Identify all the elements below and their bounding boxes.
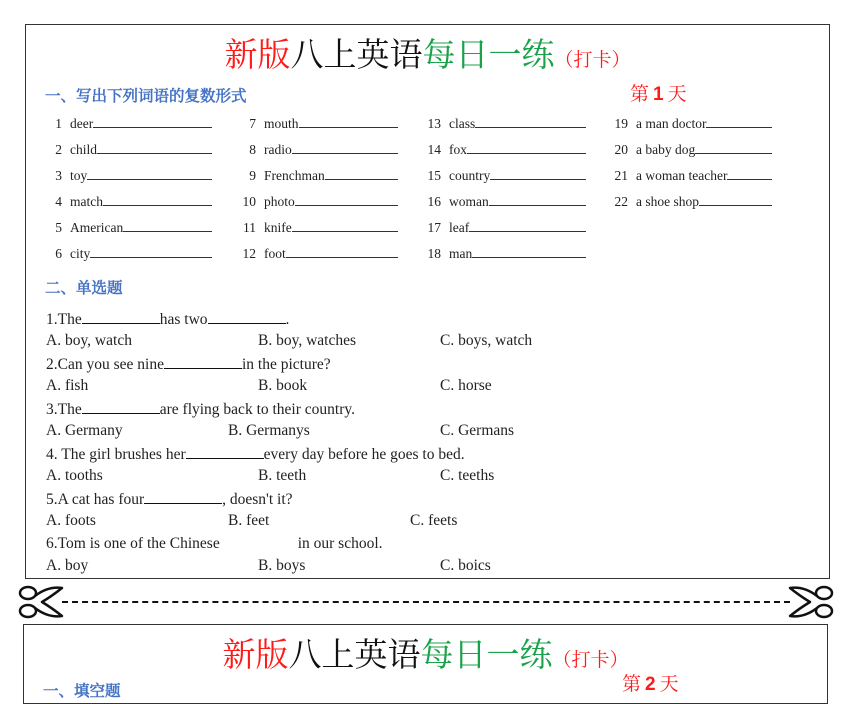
title-part-daily: 每日一练 [420,635,553,674]
stem-text: has two [159,311,208,328]
item-number: 17 [427,220,441,235]
item-number: 1 [55,116,62,131]
option-b[interactable]: B. feet [228,512,270,529]
item-word: deer [70,116,94,131]
answer-blank[interactable] [90,246,212,258]
section-heading-plurals: 一、写出下列词语的复数形式 [45,87,247,105]
stem-text: every day before he goes to bed. [263,446,465,463]
option-b[interactable]: B. Germanys [228,422,310,439]
vocab-item [50,116,212,132]
item-word: class [449,116,476,131]
section-heading-single-choice: 二、单选题 [45,279,123,297]
answer-blank[interactable] [93,116,212,128]
stem-text: 2.Can you see nine [46,356,164,373]
vocab-item [234,194,398,210]
day-prefix: 第 [630,83,650,105]
option-a[interactable]: A. foots [46,512,96,529]
item-word: photo [264,194,295,209]
item-word: match [70,194,103,209]
option-c[interactable]: C. horse [440,377,492,394]
item-word: a man doctor [636,116,707,131]
title-part-grade: 八上英语 [290,35,423,74]
vocab-item [50,194,212,210]
answer-blank[interactable] [186,445,264,459]
card-title [26,29,829,76]
option-c[interactable]: C. boys, watch [440,332,533,349]
option-b[interactable]: B. book [258,377,308,394]
item-word: a shoe shop [636,194,699,209]
item-word: American [70,220,124,235]
vocab-item [50,142,212,158]
vocab-item [419,220,586,236]
answer-blank[interactable] [87,168,212,180]
option-a[interactable]: A. Germany [46,422,123,439]
answer-blank[interactable] [82,400,160,414]
item-number: 14 [427,142,441,157]
vocab-item [234,246,398,262]
item-word: a woman teacher [636,168,728,183]
vocab-item [419,168,586,184]
vocab-item [419,246,586,262]
item-word: woman [449,194,489,209]
item-number: 21 [614,168,628,183]
question-stem [46,445,465,464]
item-word: a baby dog [636,142,696,157]
option-a[interactable]: A. boy [46,557,89,574]
item-word: mouth [264,116,299,131]
stem-text: in the picture? [241,356,331,373]
answer-blank[interactable] [164,355,242,369]
item-number: 13 [427,116,441,131]
item-number: 16 [427,194,441,209]
day-label [630,79,687,106]
option-c[interactable]: C. teeths [440,467,495,484]
vocab-item [234,168,398,184]
title-part-new-edition: 新版 [224,35,291,74]
card-title [24,629,827,676]
question-stem [46,400,355,419]
item-number: 7 [249,116,256,131]
item-number: 11 [243,220,256,235]
answer-blank[interactable] [472,246,586,258]
day-prefix: 第 [622,673,642,695]
day-label [622,669,679,696]
item-number: 8 [249,142,256,157]
item-word: man [449,246,473,261]
daily-practice-card-day-2 [23,624,828,704]
scissors-icon-right [788,582,834,622]
item-word: toy [70,168,88,183]
answer-blank[interactable] [97,142,212,154]
answer-blank[interactable] [706,116,772,128]
vocab-item [419,142,586,158]
vocab-item [234,142,398,158]
answer-blank[interactable] [695,142,772,154]
answer-blank[interactable] [82,310,160,324]
item-word: fox [449,142,467,157]
option-b[interactable]: B. boys [258,557,306,574]
vocab-item [50,246,212,262]
vocab-item [606,116,772,132]
item-number: 19 [614,116,628,131]
answer-blank[interactable] [103,194,212,206]
stem-text: . [285,311,290,328]
item-number: 18 [427,246,441,261]
item-word: radio [264,142,292,157]
daily-practice-card-day-1 [25,24,830,579]
option-c[interactable]: C. Germans [440,422,515,439]
answer-blank[interactable] [292,220,398,232]
dashed-cut-line [62,601,790,603]
vocab-item [419,116,586,132]
item-word: knife [264,220,292,235]
answer-blank[interactable] [286,246,398,258]
answer-blank[interactable] [489,194,586,206]
answer-blank[interactable] [123,220,212,232]
vocab-item [50,220,212,236]
item-word: city [70,246,91,261]
item-number: 22 [614,194,628,209]
title-part-checkin: （打卡） [552,649,629,671]
section-heading-fill-in: 一、填空题 [43,682,121,700]
item-word: Frenchman [264,168,325,183]
answer-blank[interactable] [475,116,586,128]
answer-blank[interactable] [295,194,398,206]
question-stem [46,310,289,329]
answer-blank[interactable] [299,116,398,128]
item-word: country [449,168,491,183]
cut-line [18,582,834,622]
stem-text: 5.A cat has four [46,491,145,508]
item-number: 10 [242,194,256,209]
answer-blank[interactable] [469,220,586,232]
option-b[interactable]: B. teeth [258,467,307,484]
vocab-item [234,220,398,236]
title-part-checkin: （打卡） [554,49,631,71]
day-number: 1 [653,84,664,105]
answer-blank[interactable] [220,535,298,548]
item-number: 9 [249,168,256,183]
scissors-icon-left [18,582,64,622]
item-number: 4 [55,194,62,209]
day-suffix: 天 [659,673,679,695]
answer-blank[interactable] [144,490,222,504]
item-number: 2 [55,142,62,157]
day-suffix: 天 [667,83,687,105]
option-c[interactable]: C. boics [440,557,491,574]
stem-text: , doesn't it? [222,491,293,508]
item-word: leaf [449,220,470,235]
stem-text: are flying back to their country. [159,401,355,418]
option-a[interactable]: A. fish [46,377,89,394]
item-number: 15 [427,168,441,183]
vocab-item [606,142,772,158]
vocab-item [606,194,772,210]
answer-blank[interactable] [727,168,772,180]
stem-text: 3.The [46,401,82,418]
option-a[interactable]: A. tooths [46,467,103,484]
item-word: foot [264,246,286,261]
item-number: 3 [55,168,62,183]
option-c[interactable]: C. feets [410,512,458,529]
question-stem [46,355,331,374]
answer-blank[interactable] [208,310,286,324]
answer-blank[interactable] [325,168,398,180]
title-part-daily: 每日一练 [422,35,555,74]
item-word: child [70,142,97,157]
title-part-new-edition: 新版 [222,635,289,674]
vocab-item [234,116,398,132]
question-stem [46,535,383,553]
option-b[interactable]: B. boy, watches [258,332,357,349]
question-stem [46,490,293,509]
item-number: 20 [614,142,628,157]
item-number: 5 [55,220,62,235]
title-part-grade: 八上英语 [288,635,421,674]
stem-text: in our school. [297,535,383,552]
answer-blank[interactable] [699,194,772,206]
vocab-item [419,194,586,210]
day-number: 2 [645,674,656,695]
option-a[interactable]: A. boy, watch [46,332,132,349]
vocab-item [50,168,212,184]
answer-blank[interactable] [467,142,586,154]
item-number: 12 [242,246,256,261]
stem-text: 6.Tom is one of the Chinese [46,535,220,552]
item-number: 6 [55,246,62,261]
answer-blank[interactable] [490,168,586,180]
stem-text: 4. The girl brushes her [46,446,186,463]
stem-text: 1.The [46,311,82,328]
vocab-item [606,168,772,184]
answer-blank[interactable] [292,142,398,154]
